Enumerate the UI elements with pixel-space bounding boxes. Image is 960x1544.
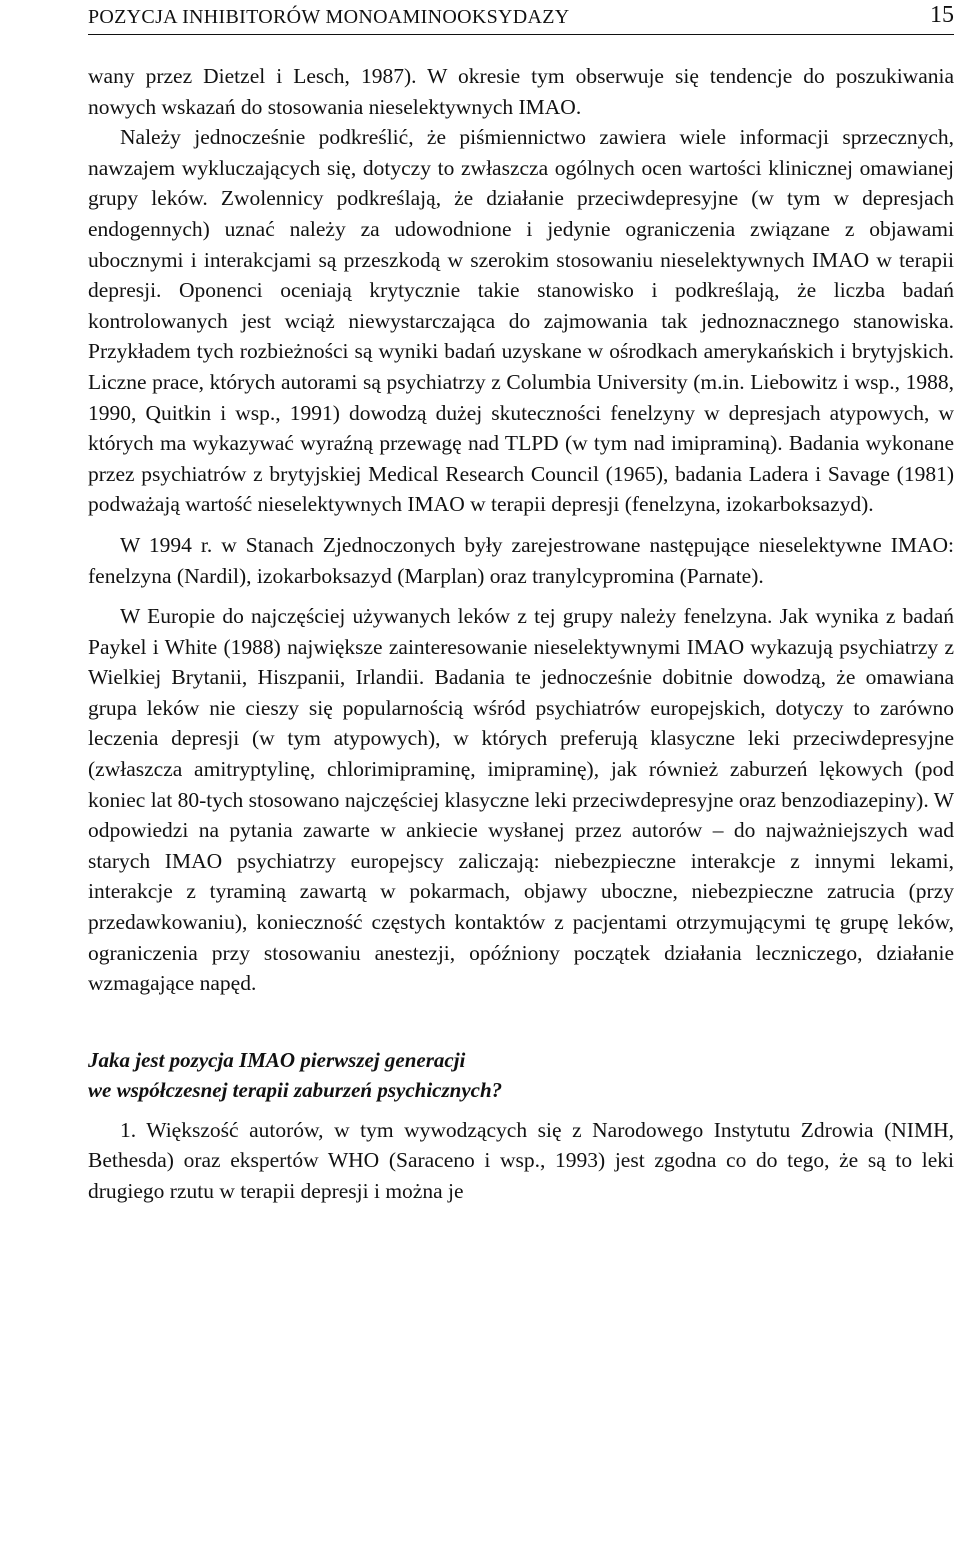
page-number: 15 <box>930 2 954 28</box>
paragraph-continuation: wany przez Dietzel i Lesch, 1987). W okresie tym obserwuje się tendencje do poszukiwania nowych wskazań do stosowania nieselektywnych IMAO. <box>88 64 954 119</box>
paragraph-europe-usage: W Europie do najczęściej używanych leków z tej grupy należy fenelzyna. Jak wynika z badań Paykel i White (1988) największe zainteresowanie nieselektywnymi IMAO wykazują psychiatrzy z Wielkiej Brytanii, Hiszpanii, Irlandii. Badania te jednocześnie dobitnie dowodzą, że omawiana grupa leków nie cieszy się popularnością wśród psychiatrów europejskich, dotyczy to zarówno leczenia depresji (w tym atypowych), w których preferują klasyczne leki przeciwdepresyjne (zwłaszcza amitryptylinę, chlorimipraminę, imipraminę), jak również zaburzeń lękowych (pod koniec lat 80-tych stosowano najczęściej klasyczne leki przeciwdepresyjne oraz benzodiazepiny). W odpowiedzi na pytania zawarte w ankiecie wysłanej przez autorów – do najważniejszych wad starych IMAO psychiatrzy europejscy zaliczają: niebezpieczne interakcje z innymi lekami, interakcje z tyraminą zawartą w pokarmach, objawy uboczne, niebezpieczne zatrucia (przy przedawkowaniu), konieczność częstych kontaktów z pacjentami otrzymującymi tę grupę leków, ograniczenia przy stosowaniu anestezji, opóźniony początek działania leczniczego, działanie wzmagające napęd. <box>88 604 954 996</box>
paragraph-literature-review: Należy jednocześnie podkreślić, że piśmiennictwo zawiera wiele informacji sprzecznych, nawzajem wykluczających się, dotyczy to zwłaszcza ogólnych ocen wartości klinicznej omawianej grupy leków. Zwolennicy podkreślają, że działanie przeciwdepresyjne (w tym w depresjach endogennych) uznać należy za udowodnione i jedynie ograniczenia związane z objawami ubocznymi i interakcjami są przeszkodą w szerokim stosowaniu nieselektywnych IMAO w terapii depresji. Oponenci oceniają krytycznie takie stanowisko i podkreślają, że liczba badań kontrolowanych jest wciąż niewystarczająca do zajmowania tak jednoznacznego stanowiska. Przykładem tych rozbieżności są wyniki badań uzyskane w ośrodkach amerykańskich i brytyjskich. Liczne prace, których autorami są psychiatrzy z Columbia University (m.in. Liebowitz i wsp., 1988, 1990, Quitkin i wsp., 1991) dowodzą dużej skuteczności fenelzyny w depresjach atypowych, w których ma wykazywać wyraźną przewagę nad TLPD (w tym nad imipraminą). Badania wykonane przez psychiatrów z brytyjskiej Medical Research Council (1965), badania Ladera i Savage (1981) podważają wartość nieselektywnych IMAO w terapii depresji (fenelzyna, izokarboksazyd). <box>88 125 954 517</box>
running-header <box>88 2 954 35</box>
paragraph-us-registration: W 1994 r. w Stanach Zjednoczonych były zarejestrowane następujące nieselektywne IMAO: fenelzyna (Nardil), izokarboksazyd (Marplan) oraz tranylcypromina (Parnate). <box>88 532 954 588</box>
section-heading-line-1: Jaka jest pozycja IMAO pierwszej generacji <box>88 1047 466 1072</box>
paragraph-section-point-1: 1. Większość autorów, w tym wywodzących się z Narodowego Instytutu Zdrowia (NIMH, Bethesda) oraz ekspertów WHO (Saraceno i wsp., 1993) jest zgodna co do tego, że są to leki drugiego rzutu w terapii depresji i można je <box>88 1117 954 1203</box>
section-heading <box>88 1045 954 1105</box>
section-heading-line-2: we współczesnej terapii zaburzeń psychicznych? <box>88 1077 503 1102</box>
running-title: POZYCJA INHIBITORÓW MONOAMINOOKSYDAZY <box>88 6 570 28</box>
body-text <box>88 61 954 1207</box>
